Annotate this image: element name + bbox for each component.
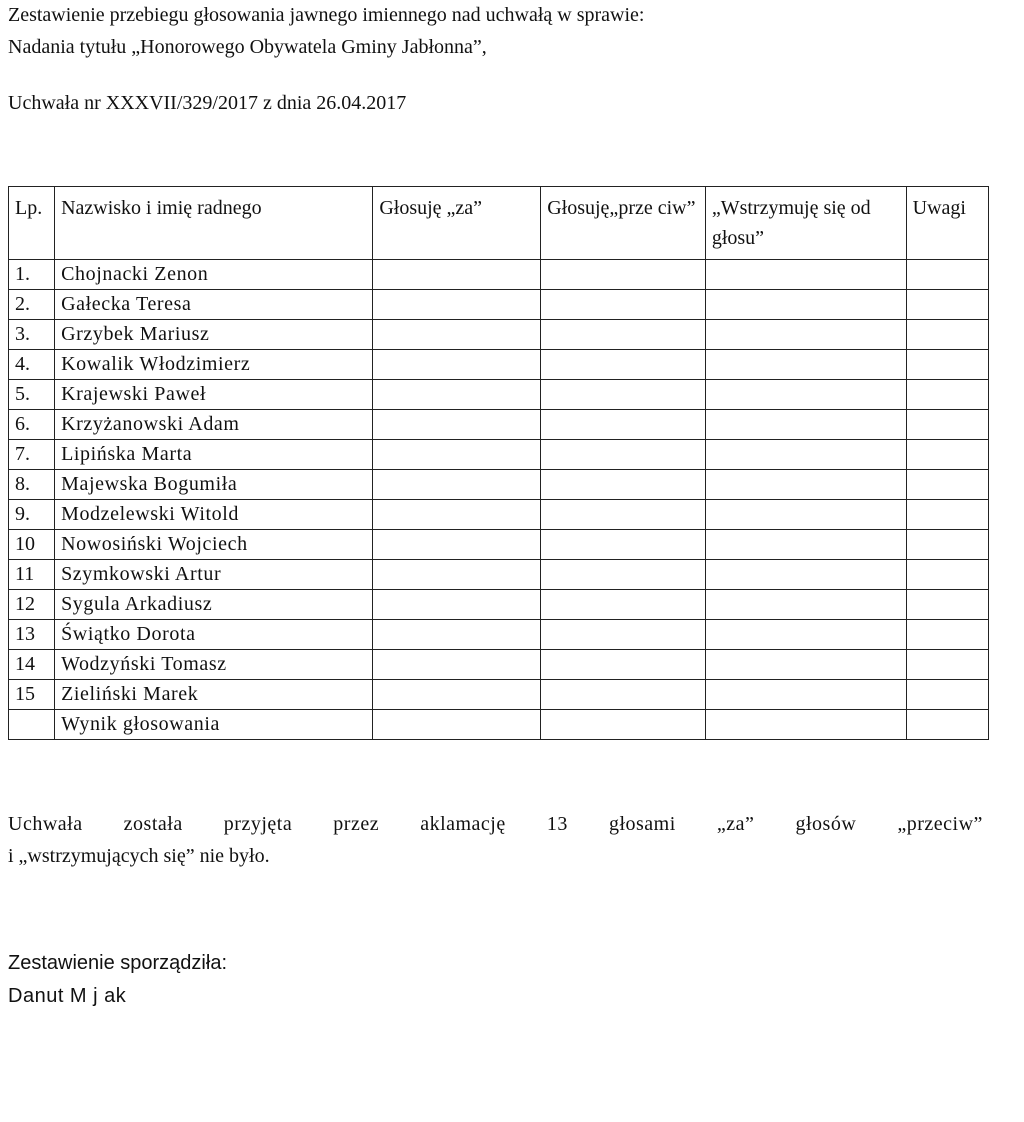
vote-for-cell [373,410,541,440]
vote-for-cell [373,560,541,590]
councillor-name: Kowalik Włodzimierz [55,350,373,380]
remarks-cell [906,410,988,440]
vote-abstain-cell [705,350,906,380]
vote-abstain-cell [705,290,906,320]
councillor-name: Wodzyński Tomasz [55,650,373,680]
councillor-lp: 8. [9,470,55,500]
vote-against-cell [541,620,706,650]
vote-against-cell [541,320,706,350]
vote-against-cell [541,470,706,500]
vote-against-cell [541,500,706,530]
vote-for-cell [373,680,541,710]
remarks-cell [906,620,988,650]
councillor-name: Krzyżanowski Adam [55,410,373,440]
remarks-cell [906,650,988,680]
remarks-cell [906,530,988,560]
vote-against-cell [541,350,706,380]
table-row [9,260,989,290]
vote-abstain-cell [705,530,906,560]
table-row [9,320,989,350]
councillor-name: Zieliński Marek [55,680,373,710]
councillor-name: Krajewski Paweł [55,380,373,410]
table-row [9,590,989,620]
column-header-remarks: Uwagi [906,187,988,260]
vote-against-cell [541,530,706,560]
result-lp-cell [9,710,55,740]
vote-abstain-cell [705,470,906,500]
councillor-lp: 9. [9,500,55,530]
summary-word: „za” [716,813,755,835]
table-row [9,620,989,650]
vote-against-cell [541,380,706,410]
vote-abstain-cell [705,440,906,470]
councillor-name: Świątko Dorota [55,620,373,650]
prepared-by-name: Danut M j ak [8,985,127,1007]
summary-word: została [123,813,183,835]
summary-word: Uchwała [8,813,83,835]
councillor-lp: 6. [9,410,55,440]
summary-line-1 [8,808,983,840]
summary-word: przez [333,813,380,835]
result-abstain-cell [705,710,906,740]
summary-word: aklamację [420,813,506,835]
councillor-name: Szymkowski Artur [55,560,373,590]
vote-against-cell [541,650,706,680]
remarks-cell [906,320,988,350]
vote-against-cell [541,440,706,470]
result-remarks-cell [906,710,988,740]
vote-for-cell [373,260,541,290]
table-row [9,470,989,500]
remarks-cell [906,560,988,590]
remarks-cell [906,260,988,290]
vote-abstain-cell [705,500,906,530]
vote-abstain-cell [705,650,906,680]
resolution-number: Uchwała nr XXXVII/329/2017 z dnia 26.04.2017 [8,92,407,114]
vote-against-cell [541,560,706,590]
vote-for-cell [373,620,541,650]
remarks-cell [906,350,988,380]
vote-abstain-cell [705,410,906,440]
councillor-name: Majewska Bogumiła [55,470,373,500]
table-row [9,380,989,410]
result-row [9,710,989,740]
table-row [9,560,989,590]
table-row [9,350,989,380]
result-against-cell [541,710,706,740]
vote-abstain-cell [705,590,906,620]
vote-abstain-cell [705,320,906,350]
councillor-lp: 2. [9,290,55,320]
councillor-name: Sygula Arkadiusz [55,590,373,620]
vote-for-cell [373,590,541,620]
vote-for-cell [373,500,541,530]
column-header-for: Głosuję „za” [373,187,541,260]
remarks-cell [906,590,988,620]
column-header-lp: Lp. [9,187,55,260]
vote-against-cell [541,290,706,320]
councillor-lp: 11 [9,560,55,590]
councillor-name: Grzybek Mariusz [55,320,373,350]
vote-for-cell [373,380,541,410]
document-title-line-2: Nadania tytułu „Honorowego Obywatela Gminy Jabłonna”, [8,36,487,58]
remarks-cell [906,380,988,410]
vote-against-cell [541,680,706,710]
vote-against-cell [541,260,706,290]
table-row [9,680,989,710]
vote-for-cell [373,440,541,470]
column-header-against: Głosuję„prze ciw” [541,187,706,260]
vote-for-cell [373,470,541,500]
voting-summary [8,808,983,872]
vote-for-cell [373,320,541,350]
remarks-cell [906,440,988,470]
vote-for-cell [373,530,541,560]
councillor-lp: 14 [9,650,55,680]
vote-abstain-cell [705,260,906,290]
councillor-name: Chojnacki Zenon [55,260,373,290]
table-row [9,290,989,320]
councillor-name: Lipińska Marta [55,440,373,470]
column-header-abstain: „Wstrzymuję się od głosu” [705,187,906,260]
summary-word: „przeciw” [897,813,983,835]
table-header-row [9,187,989,260]
councillor-lp: 10 [9,530,55,560]
councillor-lp: 15 [9,680,55,710]
councillor-lp: 1. [9,260,55,290]
table-row [9,500,989,530]
vote-for-cell [373,650,541,680]
councillor-lp: 3. [9,320,55,350]
councillor-lp: 5. [9,380,55,410]
summary-word: głosów [795,813,857,835]
vote-abstain-cell [705,680,906,710]
remarks-cell [906,470,988,500]
vote-for-cell [373,350,541,380]
table-row [9,410,989,440]
result-label: Wynik głosowania [55,710,373,740]
remarks-cell [906,290,988,320]
summary-word: 13 [546,813,568,835]
vote-against-cell [541,590,706,620]
vote-abstain-cell [705,380,906,410]
remarks-cell [906,500,988,530]
summary-word: głosami [608,813,676,835]
councillor-name: Modzelewski Witold [55,500,373,530]
councillor-lp: 4. [9,350,55,380]
vote-abstain-cell [705,560,906,590]
vote-for-cell [373,290,541,320]
result-for-cell [373,710,541,740]
councillor-name: Gałecka Teresa [55,290,373,320]
summary-line-2: i „wstrzymujących się” nie było. [8,845,270,867]
vote-against-cell [541,410,706,440]
councillor-name: Nowosiński Wojciech [55,530,373,560]
councillor-lp: 13 [9,620,55,650]
councillor-lp: 7. [9,440,55,470]
table-row [9,530,989,560]
prepared-by-label: Zestawienie sporządziła: [8,952,227,974]
councillor-lp: 12 [9,590,55,620]
summary-word: przyjęta [223,813,293,835]
voting-table [8,186,989,740]
document-title-line-1: Zestawienie przebiegu głosowania jawnego imiennego nad uchwałą w sprawie: [8,4,645,26]
remarks-cell [906,680,988,710]
vote-abstain-cell [705,620,906,650]
table-row [9,650,989,680]
column-header-name: Nazwisko i imię radnego [55,187,373,260]
table-row [9,440,989,470]
